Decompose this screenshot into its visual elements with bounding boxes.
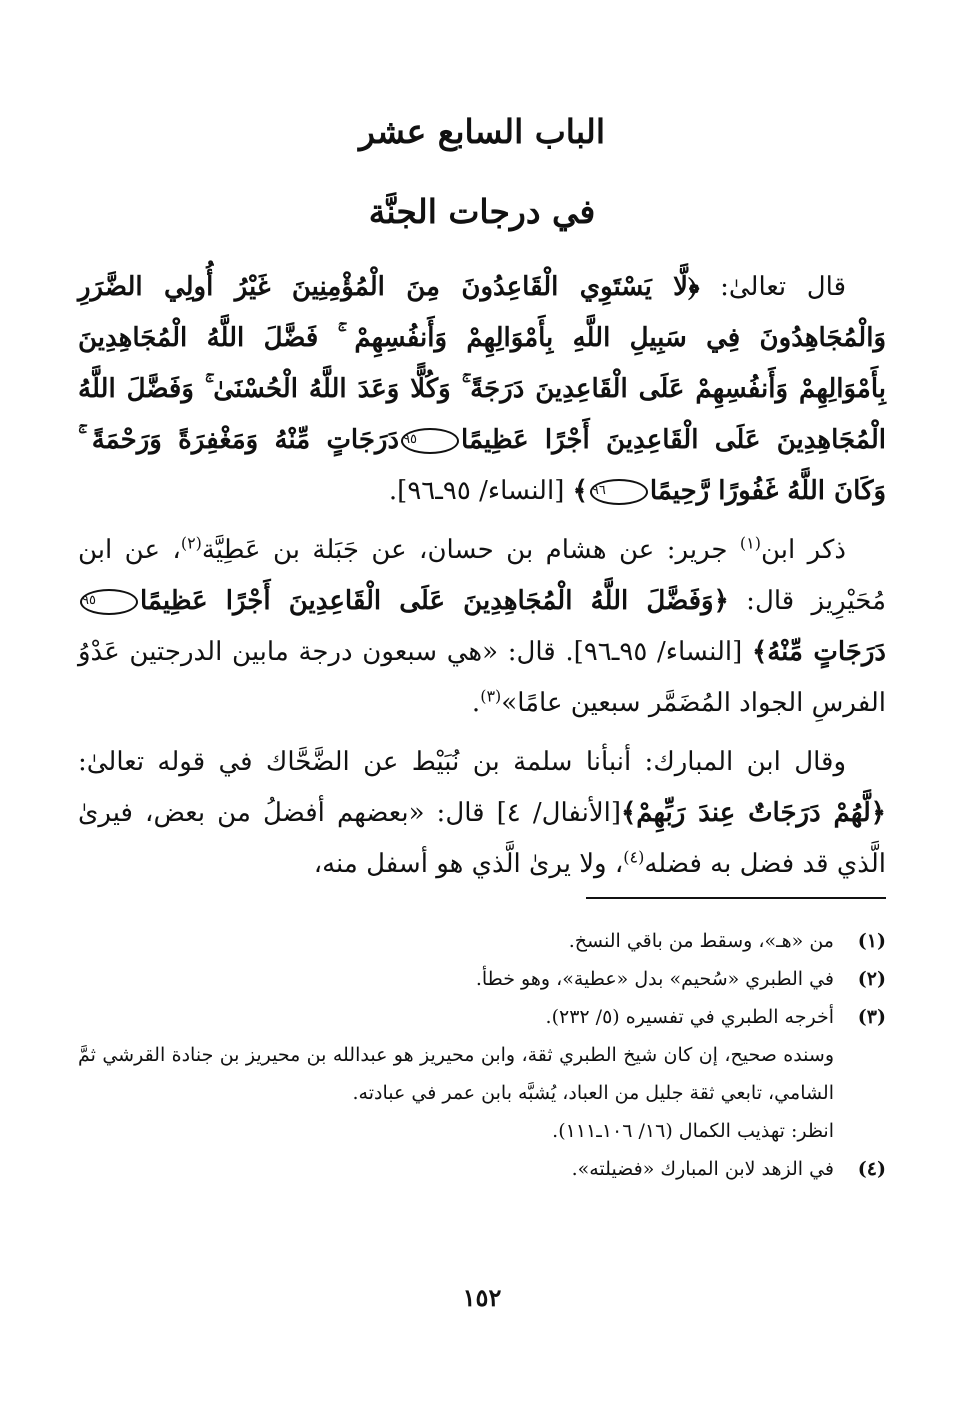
text-span: . bbox=[471, 688, 481, 718]
ayah-number-marker: ٩٥ bbox=[80, 589, 138, 615]
footnote-continuation: انظر: تهذيب الكمال (١٦/ ١٠٦ـ١١١). bbox=[552, 1120, 834, 1142]
page-number: ١٥٢ bbox=[462, 1283, 502, 1312]
quran-verse: ﴿وَفَضَّلَ اللَّهُ الْمُجَاهِدِينَ عَلَى الْقَاعِدِينَ أَجْرًا عَظِيمًا bbox=[139, 586, 729, 616]
paragraph-ibn-al-mubarak bbox=[78, 737, 886, 890]
quran-verse: ﴿لَّا يَسْتَوِي الْقَاعِدُونَ مِنَ الْمُؤْمِنِينَ غَيْرُ أُولِي الضَّرَرِ وَالْمُجَاهِدُونَ فِي سَبِيلِ اللَّهِ بِأَمْوَالِهِمْ وَأَنفُسِهِمْ ۚ فَضَّلَ اللَّهُ الْمُجَاهِدِينَ بِأَمْوَالِهِمْ وَأَنفُسِهِمْ عَلَى الْقَاعِدِينَ دَرَجَةً ۚ وَكُلًّا وَعَدَ اللَّهُ الْحُسْنَىٰ ۚ وَفَضَّلَ اللَّهُ الْمُجَاهِدِينَ عَلَى الْقَاعِدِينَ أَجْرًا عَظِيمًا bbox=[78, 272, 886, 455]
ayah-number-marker: ٩٦ bbox=[590, 479, 648, 505]
footnote-text: في الطبري «سُحيم» بدل «عطية»، وهو خطأ. bbox=[475, 968, 834, 990]
footnote-number: (٢) bbox=[857, 968, 886, 990]
footnote-ref[interactable]: (٢) bbox=[180, 533, 202, 553]
footnotes bbox=[78, 922, 886, 1188]
text-span: [الأنفال/ ٤] قال: «بعضهم أفضلُ من بعض، فيرىٰ الَّذي قد فضل به فضله bbox=[78, 798, 886, 879]
footnote-item bbox=[78, 1150, 886, 1188]
text-span: ، عن ابن مُحَيْرِيز قال: bbox=[78, 535, 887, 616]
text-span: ، ولا يرىٰ الَّذي هو أسفل منه، bbox=[313, 849, 624, 879]
footnote-continuation: وسنده صحيح، إن كان شيخ الطبري ثقة، وابن محيريز هو عبدالله بن محيريز بن جنادة القرشي ثمَّ الشامي، تابعي ثقة جليل من العباد، يُشبَّه بابن عمر في عبادته. bbox=[78, 1044, 834, 1104]
quran-verse: ﴿لَّهُمْ دَرَجَاتٌ عِندَ رَبِّهِمْ﴾ bbox=[621, 798, 887, 828]
footnote-text: من «هـ»، وسقط من باقي النسخ. bbox=[568, 930, 834, 952]
quran-verse-continuation: دَرَجَاتٍ مِّنْهُ﴾ bbox=[751, 637, 886, 667]
text-span: [النساء/ ٩٥ـ٩٦]. قال: «هي سبعون درجة مابين الدرجتين عَدْوُ الفرسِ الجواد المُضَمَّر سبعين عامًا» bbox=[78, 637, 886, 718]
verse-reference: [النساء/ ٩٥ـ٩٦]. bbox=[388, 476, 573, 506]
footnote-text: في الزهد لابن المبارك «فضيلته». bbox=[571, 1158, 834, 1180]
chapter-subtitle: في درجات الجنَّة bbox=[368, 192, 596, 231]
footnote-text: أخرجه الطبري في تفسيره (٥/ ٢٣٢). bbox=[545, 1006, 834, 1028]
footnote-ref[interactable]: (٤) bbox=[623, 847, 645, 867]
footnote-ref[interactable]: (٣) bbox=[480, 686, 502, 706]
book-page bbox=[78, 0, 886, 1413]
body-text bbox=[78, 262, 886, 898]
footnote-item bbox=[78, 998, 886, 1036]
footnote-ref[interactable]: (١) bbox=[739, 533, 761, 553]
paragraph-quran-verse bbox=[78, 262, 886, 517]
text-span: قال تعالىٰ: bbox=[699, 272, 846, 302]
text-span: ذكر ابن bbox=[761, 535, 846, 565]
footnote-divider bbox=[586, 897, 886, 899]
quran-close-bracket: ﴾ bbox=[572, 476, 588, 506]
quran-verse-continuation: دَرَجَاتٍ مِّنْهُ وَمَغْفِرَةً وَرَحْمَةً ۚ وَكَانَ اللَّهُ غَفُورًا رَّحِيمًا bbox=[78, 425, 886, 506]
footnote-item bbox=[78, 960, 886, 998]
text-span: جرير: عن هشام بن حسان، عن جَبَلة بن عَطِيَّة bbox=[201, 535, 740, 565]
paragraph-ibn-jarir bbox=[78, 525, 886, 729]
ayah-number-marker: ٩٥ bbox=[401, 428, 459, 454]
footnote-number: (١) bbox=[857, 930, 886, 952]
chapter-title: الباب السابع عشر bbox=[358, 112, 606, 151]
text-span: وقال ابن المبارك: أنبأنا سلمة بن نُبَيْط عن الضَّحَّاك في قوله تعالىٰ: bbox=[78, 747, 846, 777]
footnote-item bbox=[78, 922, 886, 960]
footnote-number: (٣) bbox=[857, 1006, 886, 1028]
footnote-number: (٤) bbox=[857, 1158, 886, 1180]
